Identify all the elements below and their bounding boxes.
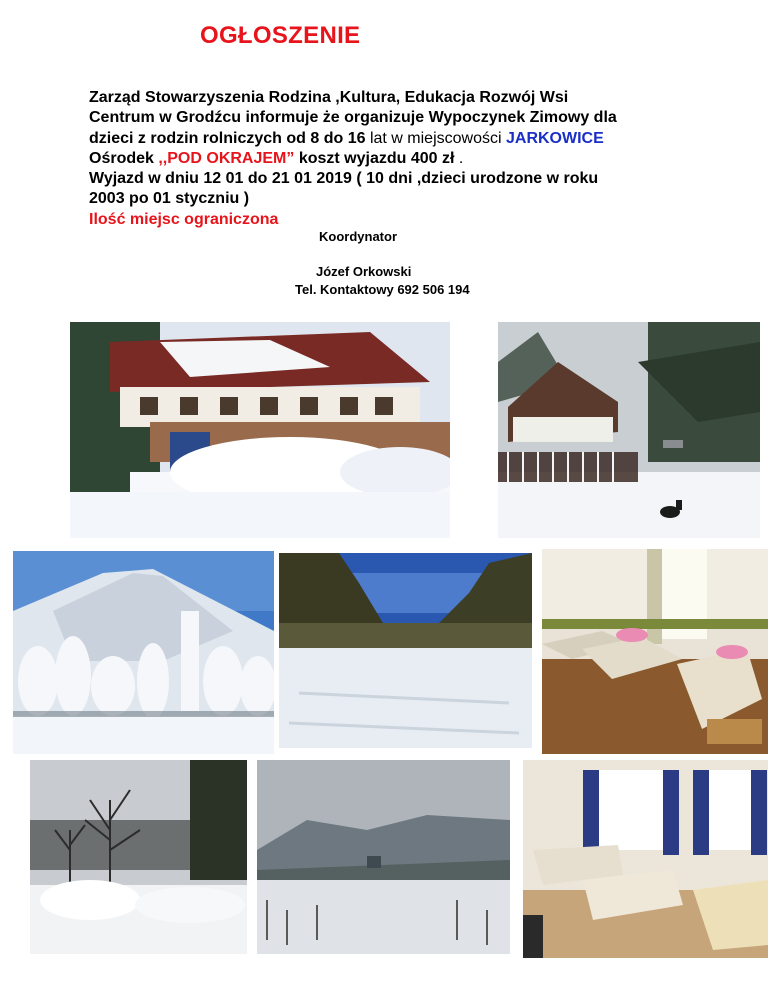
photo-house-front bbox=[70, 322, 450, 538]
photo-mountain-trees bbox=[13, 551, 274, 754]
announcement-text bbox=[89, 88, 689, 230]
photo-chalet-dog bbox=[498, 322, 760, 538]
text-line-1: Zarząd Stowarzyszenia Rodzina ,Kultura, Edukacja Rozwój Wsi bbox=[89, 89, 569, 106]
text-line-5: Wyjazd w dniu 12 01 do 21 01 2019 ( 10 dni ,dzieci urodzone w roku bbox=[89, 170, 599, 188]
text-line-4 bbox=[89, 149, 689, 169]
text-line-3 bbox=[89, 129, 689, 149]
place-name: JARKOWICE bbox=[505, 129, 604, 147]
photo-snowy-meadow bbox=[279, 553, 532, 748]
photo-winter-trees bbox=[30, 760, 247, 954]
resort-name: ,,POD OKRAJEM” bbox=[158, 149, 295, 167]
page-title: OGŁOSZENIE bbox=[200, 22, 361, 49]
coordinator-label: Koordynator bbox=[319, 229, 397, 244]
cost-text: koszt wyjazdu 400 zł bbox=[294, 149, 455, 167]
text-line-4-part-c: . bbox=[454, 149, 464, 167]
text-line-3-part-b: lat w miejscowości bbox=[365, 129, 506, 147]
text-line-6: 2003 po 01 styczniu ) bbox=[89, 190, 250, 208]
text-line-4-part-a: Ośrodek bbox=[89, 149, 159, 167]
coordinator-name: Józef Orkowski bbox=[316, 264, 412, 279]
text-line-3-part-a: dzieci z rodzin rolniczych od 8 do 16 bbox=[89, 129, 366, 147]
photo-valley-reservoir bbox=[257, 760, 510, 954]
contact-phone: Tel. Kontaktowy 692 506 194 bbox=[295, 282, 470, 297]
text-line-2: Centrum w Grodźcu informuje że organizuje Wypoczynek Zimowy dla bbox=[89, 109, 617, 127]
photo-bedroom-2 bbox=[523, 760, 768, 958]
limited-places: Ilość miejsc ograniczona bbox=[89, 210, 279, 228]
photo-bedroom-1 bbox=[542, 549, 768, 754]
